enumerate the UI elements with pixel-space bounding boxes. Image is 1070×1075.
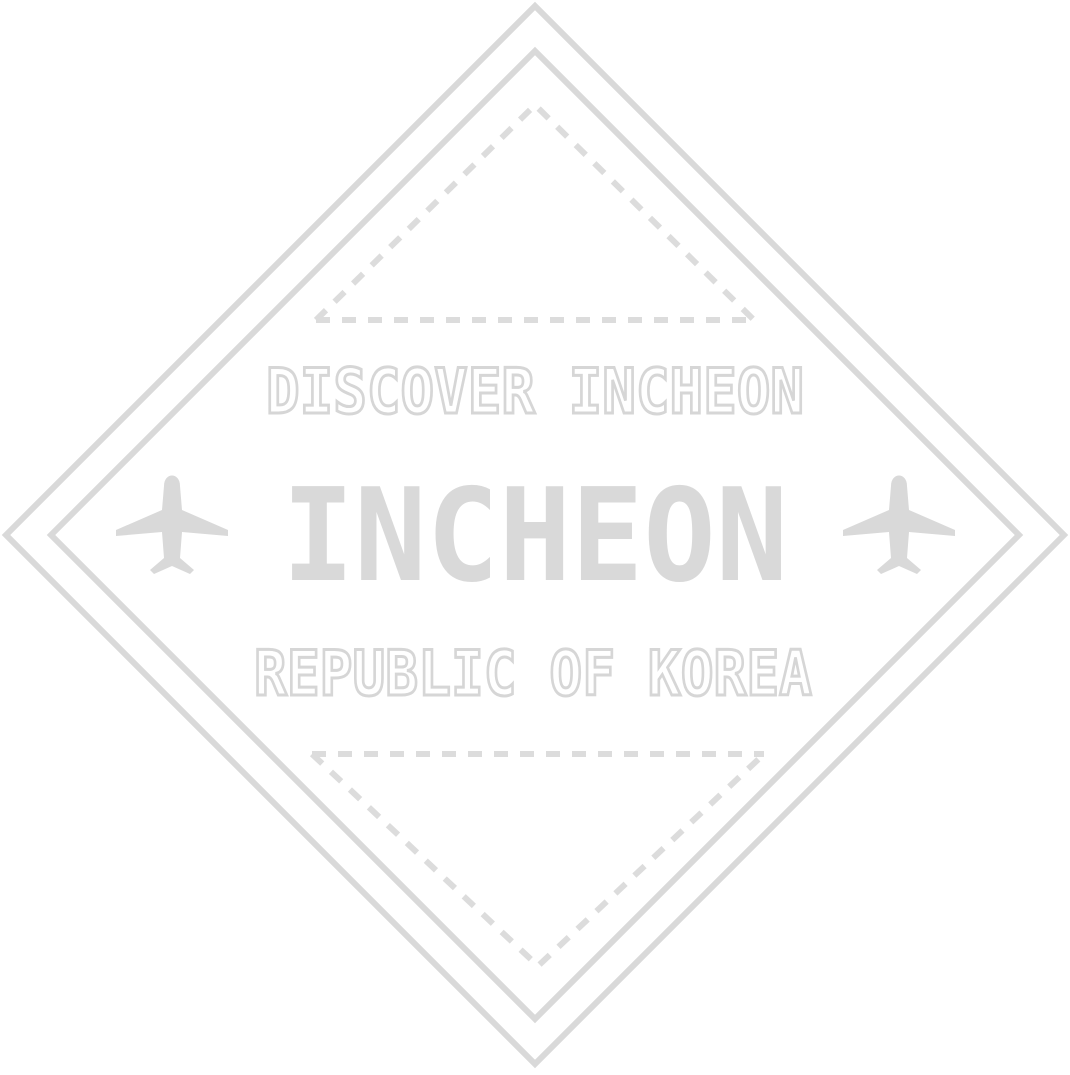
stamp-top-text: DISCOVER INCHEON	[266, 355, 804, 428]
airplane-icon	[843, 476, 955, 575]
stamp-main-text: INCHEON	[282, 462, 788, 611]
stamp-bottom-text: REPUBLIC OF KOREA	[254, 637, 812, 710]
airplane-icon	[116, 476, 228, 575]
top-dashed-triangle	[316, 105, 754, 320]
